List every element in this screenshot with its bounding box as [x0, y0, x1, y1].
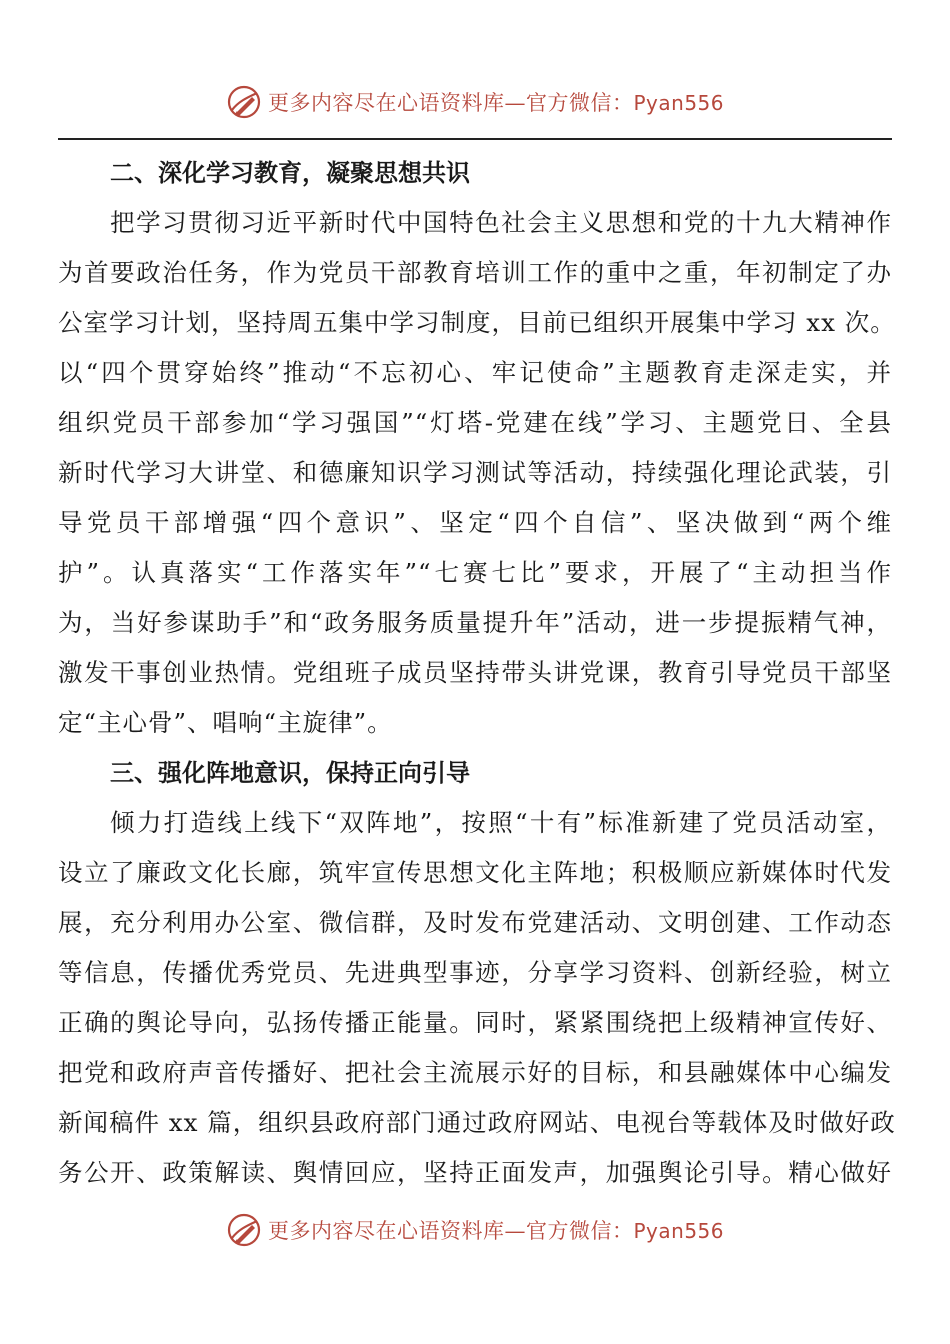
section-paragraph-2	[58, 198, 896, 748]
pen-logo-icon	[226, 1212, 262, 1248]
paragraph-line: 公室学习计划，坚持周五集中学习制度，目前已组织开展集中学习 xx 次。	[58, 308, 896, 337]
banner-text	[268, 87, 724, 117]
paragraph-line: 激发干事创业热情。党组班子成员坚持带头讲党课，教育引导党员干部坚	[58, 658, 892, 687]
header-divider	[58, 138, 892, 140]
paragraph-line: 护”。认真落实“工作落实年”“七赛七比”要求，开展了“主动担当作	[58, 558, 892, 587]
footer-banner	[0, 1210, 950, 1250]
paragraph-line: 新时代学习大讲堂、和德廉知识学习测试等活动，持续强化理论武装，引	[58, 458, 892, 487]
paragraph-line: 展，充分利用办公室、微信群，及时发布党建活动、文明创建、工作动态	[58, 908, 892, 937]
paragraph-line: 以“四个贯穿始终”推动“不忘初心、牢记使命”主题教育走深走实，并	[58, 358, 892, 387]
paragraph-line: 等信息，传播优秀党员、先进典型事迹，分享学习资料、创新经验，树立	[58, 958, 892, 987]
document-body	[58, 148, 896, 1198]
section-paragraph-3	[58, 798, 896, 1198]
paragraph-line: 为，当好参谋助手”和“政务服务质量提升年”活动，进一步提振精气神，	[58, 608, 892, 637]
banner-wechat-id: Pyan556	[633, 1219, 724, 1243]
paragraph-line: 导党员干部增强“四个意识”、坚定“四个自信”、坚决做到“两个维	[58, 508, 892, 537]
banner-site-text: 更多内容尽在心语资料库—官方微信：	[267, 91, 634, 115]
paragraph-line: 把学习贯彻习近平新时代中国特色社会主义思想和党的十九大精神作	[110, 208, 892, 237]
header-banner	[0, 82, 950, 122]
paragraph-line: 把党和政府声音传播好、把社会主流展示好的目标，和县融媒体中心编发	[58, 1058, 892, 1087]
paragraph-line: 务公开、政策解读、舆情回应，坚持正面发声，加强舆论引导。精心做好	[58, 1158, 892, 1187]
paragraph-line: 正确的舆论导向，弘扬传播正能量。同时，紧紧围绕把上级精神宣传好、	[58, 1008, 892, 1037]
paragraph-line: 组织党员干部参加“学习强国”“灯塔-党建在线”学习、主题党日、全县	[58, 408, 892, 437]
paragraph-line: 为首要政治任务，作为党员干部教育培训工作的重中之重，年初制定了办	[58, 258, 892, 287]
section-heading-2: 二、深化学习教育，凝聚思想共识	[110, 159, 470, 187]
banner-text	[268, 1215, 724, 1245]
banner-site-text: 更多内容尽在心语资料库—官方微信：	[267, 1219, 634, 1243]
pen-logo-icon	[226, 84, 262, 120]
section-heading-3: 三、强化阵地意识，保持正向引导	[110, 759, 470, 787]
banner-wechat-id: Pyan556	[633, 91, 724, 115]
paragraph-line: 新闻稿件 xx 篇，组织县政府部门通过政府网站、电视台等载体及时做好政	[58, 1108, 896, 1137]
paragraph-line: 定“主心骨”、唱响“主旋律”。	[58, 708, 393, 737]
paragraph-line: 设立了廉政文化长廊，筑牢宣传思想文化主阵地；积极顺应新媒体时代发	[58, 858, 892, 887]
paragraph-line: 倾力打造线上线下“双阵地”，按照“十有”标准新建了党员活动室，	[110, 808, 892, 837]
